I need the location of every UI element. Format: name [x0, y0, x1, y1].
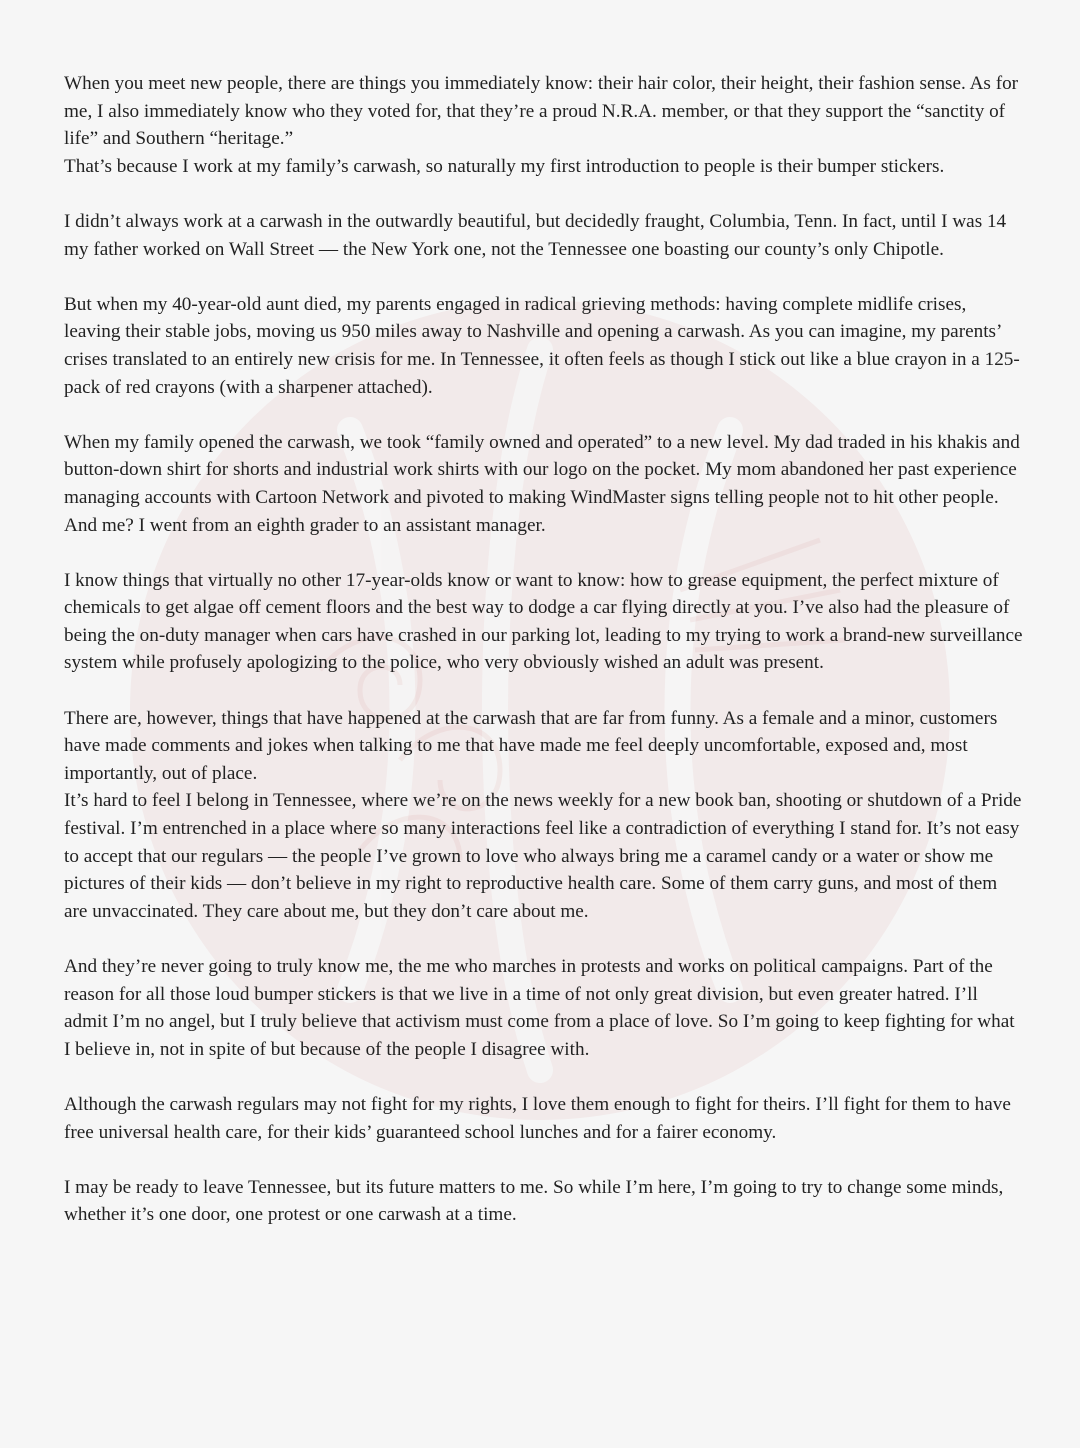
- paragraph: It’s hard to feel I belong in Tennessee, where we’re on the news weekly for a new book ban, shooting or shutdown of a Pride festival. I’m entrenched in a place where so many interactions feel like a contradiction of everything I stand for. It’s not easy to accept that our regulars — the people I’ve grown to love who always bring me a caramel candy or a water or show me pictures of their kids — don’t believe in my right to reproductive health care. Some of them carry guns, and most of them are unvaccinated. They care about me, but they don’t care about me.: [64, 790, 1022, 922]
- paragraph: I know things that virtually no other 17-year-olds know or want to know: how to grease equipment, the perfect mixture of chemicals to get algae off cement floors and the best way to dodge a car flying directly at you. I’ve also had the pleasure of being the on-duty manager when cars have crashed in our parking lot, leading to my trying to work a brand-new surveillance system while profusely apologizing to the police, who very obviously wished an adult was present.: [64, 569, 1023, 674]
- paragraph: I may be ready to leave Tennessee, but its future matters to me. So while I’m here, I’m going to try to change some minds, whether it’s one door, one protest or one carwash at a time.: [64, 1176, 1004, 1226]
- paragraph: And me? I went from an eighth grader to an assistant manager.: [64, 514, 546, 536]
- paragraph: But when my 40-year-old aunt died, my parents engaged in radical grieving methods: having complete midlife crises, leaving their stable jobs, moving us 950 miles away to Nashville and opening a carwash. As you can imagine, my parents’ crises translated to an entirely new crisis for me. In Tennessee, it often feels as though I stick out like a blue crayon in a 125-pack of red crayons (with a sharpener attached).: [64, 293, 1020, 398]
- paragraph: When my family opened the carwash, we took “family owned and operated” to a new level. My dad traded in his khakis and button-down shirt for shorts and industrial work shirts with our logo on the pocket. My mom abandoned her past experience managing accounts with Cartoon Network and pivoted to making WindMaster signs telling people not to hit other people.: [64, 431, 1020, 508]
- paragraph: When you meet new people, there are things you immediately know: their hair color, their height, their fashion sense. As for me, I also immediately know who they voted for, that they’re a proud N.R.A. member, or that they support the “sanctity of life” and Southern “heritage.”: [64, 73, 1019, 150]
- paragraph: I didn’t always work at a carwash in the outwardly beautiful, but decidedly fraught, Columbia, Tenn. In fact, until I was 14 my father worked on Wall Street — the New York one, not the Tennessee one boasting our county’s only Chipotle.: [64, 210, 1007, 260]
- paragraph: There are, however, things that have happened at the carwash that are far from funny. As a female and a minor, customers have made comments and jokes when talking to me that have made me feel deeply uncomfortable, exposed and, most importantly, out of place.: [64, 707, 998, 784]
- paragraph: Although the carwash regulars may not fight for my rights, I love them enough to fight for theirs. I’ll fight for them to have free universal health care, for their kids’ guaranteed school lunches and for a fairer economy.: [64, 1093, 1011, 1143]
- article-body: [64, 70, 1024, 1257]
- paragraph: That’s because I work at my family’s carwash, so naturally my first introduction to people is their bumper stickers.: [64, 155, 945, 177]
- paragraph: And they’re never going to truly know me, the me who marches in protests and works on political campaigns. Part of the reason for all those loud bumper stickers is that we live in a time of not only great division, but even greater hatred. I’ll admit I’m no angel, but I truly believe that activism must come from a place of love. So I’m going to keep fighting for what I believe in, not in spite of but because of the people I disagree with.: [64, 956, 1015, 1060]
